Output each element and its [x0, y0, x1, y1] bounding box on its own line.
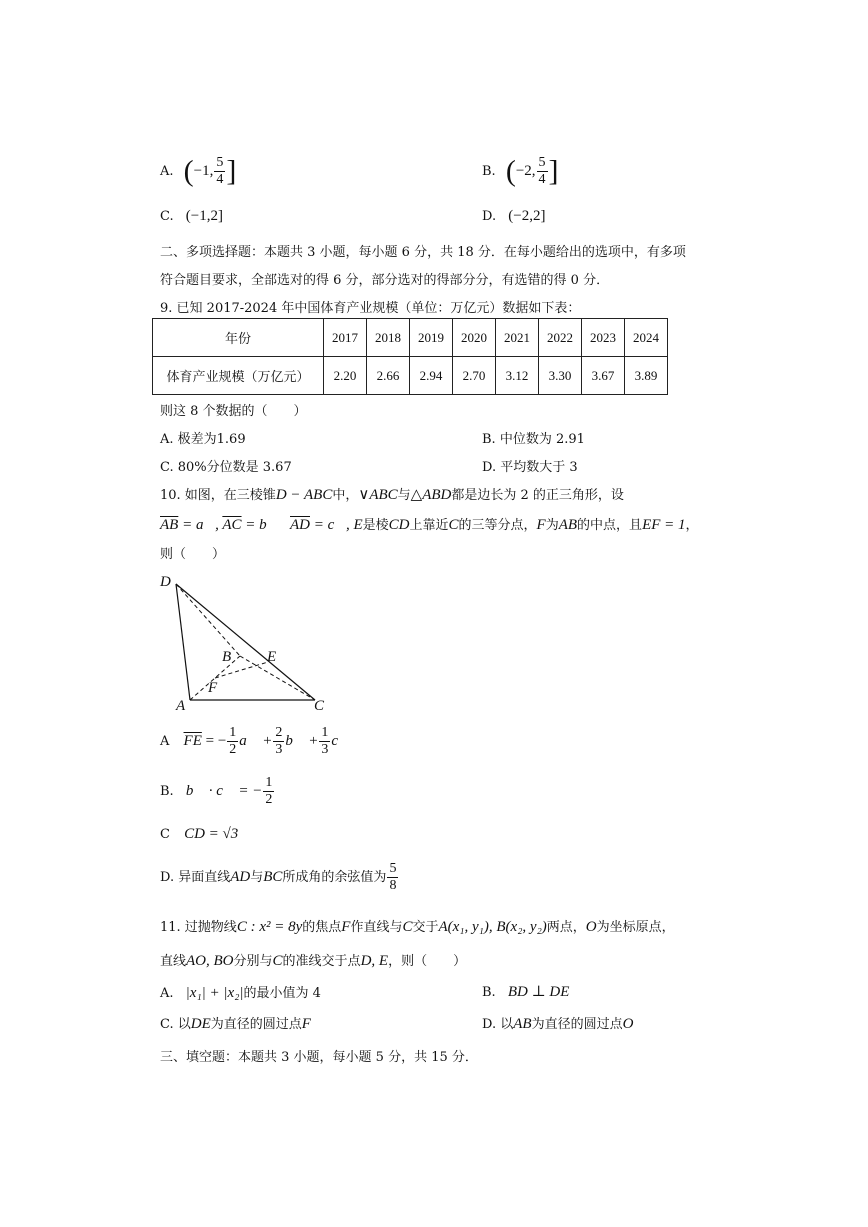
fraction: $\frac{1}{2}$	[229, 725, 237, 757]
fraction: $\frac{5}{8}$	[389, 861, 397, 893]
label-c: C	[314, 698, 325, 714]
label-a: A	[176, 698, 186, 714]
q10-option-a: A $\overline{FE}$ = − $\frac{1}{2}$ a⃗ + $\frac{2}{3}$ b⃗ + $\frac{1}{3}$ c⃗	[160, 725, 350, 757]
label-b: B	[222, 649, 232, 665]
q8-option-c: C. (−1,2]	[160, 208, 223, 224]
edge-db-hidden	[176, 584, 240, 656]
label-d: D	[160, 574, 171, 590]
q8-option-a: A. (−1, $\frac{5}{4}$ ]	[160, 154, 237, 188]
q11-option-c: C. 以DE为直径的圆过点F	[160, 1016, 311, 1032]
table-cell: 2.94	[410, 357, 453, 395]
table-cell: 2.70	[453, 357, 496, 395]
table-cell: 2024	[625, 319, 668, 357]
q9-option-c: C. 80%分位数是 3.67	[160, 460, 292, 475]
q9-data-table	[152, 318, 668, 395]
table-cell: 2023	[582, 319, 625, 357]
table-row	[153, 319, 668, 357]
table-cell: 2019	[410, 319, 453, 357]
q8-option-b: B. (−2, $\frac{5}{4}$ ]	[482, 154, 559, 188]
q10-stem-line1: 10. 如图，在三棱锥D − ABC中，∨ABC与△ABD都是边长为 2 的正三角形，设	[160, 487, 624, 503]
q10-option-c: C CD = √3	[160, 826, 239, 842]
q8-option-d: D. (−2,2]	[482, 208, 546, 224]
label-e: E	[267, 649, 277, 665]
q10-option-b: B. b⃗ · c⃗ = − $\frac{1}{2}$	[160, 775, 273, 807]
q10-stem-line2: $\overline{AB}$ = a⃗, $\overline{AC}$ = b⃗，$\overline{AD}$ = c⃗, E是棱CD上靠近C的三等分点，F为AB的中点，且EF = 1，	[160, 517, 699, 533]
table-row	[153, 357, 668, 395]
label-f: F	[208, 680, 218, 696]
tetrahedron-figure	[150, 568, 340, 718]
table-cell: 2017	[324, 319, 367, 357]
fraction: $\frac{5}{4}$	[216, 155, 224, 187]
table-cell: 2018	[367, 319, 410, 357]
table-row-label: 体育产业规模（万亿元）	[153, 357, 324, 395]
q11-option-a: A. |x₁| + |x₂|的最小值为 4	[160, 985, 321, 1001]
table-cell: 2.20	[324, 357, 367, 395]
q9-option-b: B. 中位数为 2.91	[482, 432, 585, 447]
q11-stem-line1: 11. 过抛物线C : x² = 8y的焦点F作直线与C交于A(x₁, y₁), B(x₂, y₂)两点，O为坐标原点，	[160, 919, 675, 935]
table-cell: 2022	[539, 319, 582, 357]
q10-stem-line3: 则（ ）	[160, 547, 226, 562]
table-cell: 3.89	[625, 357, 668, 395]
q11-stem-line2: 直线AO, BO分别与C的准线交于点D, E，则（ ）	[160, 953, 467, 969]
q9-option-a: A. 极差为1.69	[160, 432, 246, 447]
table-cell: 3.30	[539, 357, 582, 395]
table-cell: 2020	[453, 319, 496, 357]
section3-heading: 三、填空题：本题共 3 小题，每小题 5 分，共 15 分．	[160, 1050, 478, 1065]
table-header-year: 年份	[153, 319, 324, 357]
q9-stem: 9. 已知 2017-2024 年中国体育产业规模（单位：万亿元）数据如下表：	[160, 301, 581, 316]
table-cell: 3.67	[582, 357, 625, 395]
table-cell: 2.66	[367, 357, 410, 395]
table-cell: 2021	[496, 319, 539, 357]
q11-option-d: D. 以AB为直径的圆过点O	[482, 1016, 634, 1032]
fraction: $\frac{1}{2}$	[265, 775, 273, 807]
section2-line2: 符合题目要求，全部选对的得 6 分，部分选对的得部分分，有选错的得 0 分．	[160, 273, 610, 288]
table-cell: 3.12	[496, 357, 539, 395]
fraction: $\frac{2}{3}$	[275, 725, 283, 757]
section2-line1: 二、多项选择题：本题共 3 小题，每小题 6 分，共 18 分．在每小题给出的选项中，有多项	[160, 245, 686, 260]
q9-option-d: D. 平均数大于 3	[482, 460, 578, 475]
edge-bc-hidden	[240, 656, 315, 700]
edge-da	[176, 584, 190, 700]
q10-option-d: D. 异面直线AD与BC所成角的余弦值为 $\frac{5}{8}$	[160, 861, 397, 893]
q11-option-b: B. BD ⊥ DE	[482, 984, 570, 1000]
fraction: $\frac{5}{4}$	[538, 155, 546, 187]
fraction: $\frac{1}{3}$	[321, 725, 329, 757]
edge-dc	[176, 584, 315, 700]
q9-ask: 则这 8 个数据的（ ）	[160, 404, 307, 419]
